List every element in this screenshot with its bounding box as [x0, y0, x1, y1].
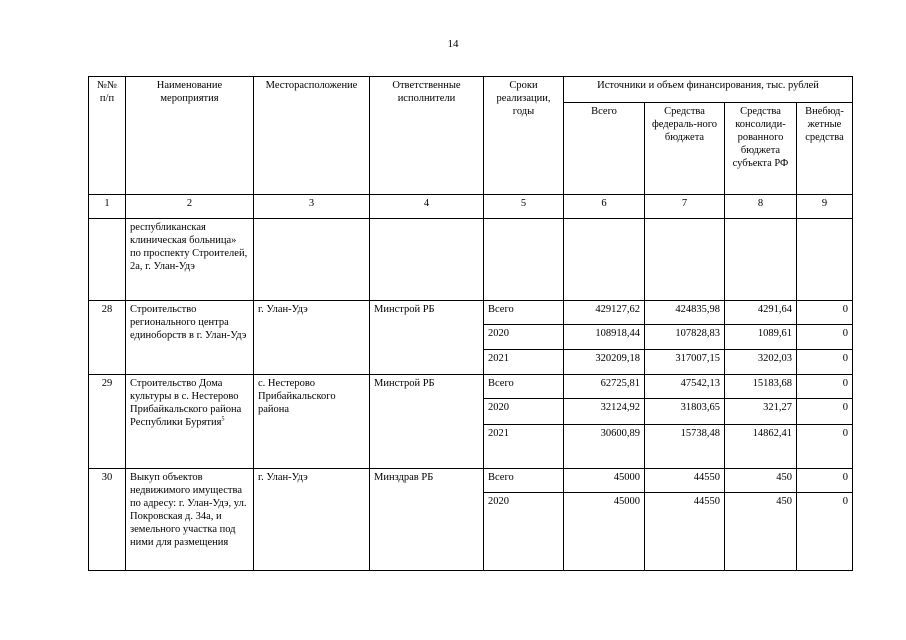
row-extra: 0: [797, 399, 853, 425]
row-period: 2020: [484, 325, 564, 350]
row-extra: 0: [797, 493, 853, 571]
column-number: 2: [126, 195, 254, 219]
row-period: 2021: [484, 425, 564, 469]
row-regional: 15183,68: [725, 375, 797, 399]
financing-table: [88, 76, 853, 571]
table-row: [89, 301, 853, 325]
row-responsible: Минстрой РБ: [370, 375, 484, 469]
row-extra: 0: [797, 469, 853, 493]
row-federal: 47542,13: [645, 375, 725, 399]
row-federal: 107828,83: [645, 325, 725, 350]
column-number: 9: [797, 195, 853, 219]
row-federal: 31803,65: [645, 399, 725, 425]
row-extra: 0: [797, 375, 853, 399]
header-responsible: Ответственные исполнители: [370, 77, 484, 195]
row-federal: 44550: [645, 493, 725, 571]
column-number: 3: [254, 195, 370, 219]
row-regional: 321,27: [725, 399, 797, 425]
row-federal: 15738,48: [645, 425, 725, 469]
row-num: 29: [89, 375, 126, 469]
header-location: Месторасположение: [254, 77, 370, 195]
row-period: 2020: [484, 399, 564, 425]
row-name: Выкуп объектов недвижимого имущества по адресу: г. Улан-Удэ, ул. Покровская д. 34а, и земельного участка под ними для размещения: [126, 469, 254, 571]
row-federal: 317007,15: [645, 350, 725, 375]
row-period: Всего: [484, 375, 564, 399]
row-name: Строительство Дома культуры в с. Нестерово Прибайкальского района Республики Бурятия: [130, 378, 242, 428]
row-total: 32124,92: [564, 399, 645, 425]
row-total: 30600,89: [564, 425, 645, 469]
header-funding-group: Источники и объем финансирования, тыс. рублей: [564, 77, 853, 103]
row-extra: 0: [797, 325, 853, 350]
row-extra: 0: [797, 350, 853, 375]
header-regional: Средства консолиди-рованного бюджета субъекта РФ: [725, 103, 797, 195]
row-total: 108918,44: [564, 325, 645, 350]
row-regional: 14862,41: [725, 425, 797, 469]
row-regional: 450: [725, 469, 797, 493]
row-regional: 4291,64: [725, 301, 797, 325]
row-federal: 44550: [645, 469, 725, 493]
row-responsible: Минздрав РБ: [370, 469, 484, 571]
row-regional: 3202,03: [725, 350, 797, 375]
row-total: 429127,62: [564, 301, 645, 325]
row-regional: 1089,61: [725, 325, 797, 350]
table-row: [89, 469, 853, 493]
column-number: 7: [645, 195, 725, 219]
row-federal: 424835,98: [645, 301, 725, 325]
column-number: 4: [370, 195, 484, 219]
footnote-mark: 5: [221, 416, 225, 423]
column-number: 6: [564, 195, 645, 219]
row-period: Всего: [484, 301, 564, 325]
header-period: Сроки реализации, годы: [484, 77, 564, 195]
table-row: [89, 375, 853, 399]
page-number: 14: [447, 38, 459, 50]
header-extra: Внебюд-жетные средства: [797, 103, 853, 195]
row-total: 320209,18: [564, 350, 645, 375]
header-federal: Средства федераль-ного бюджета: [645, 103, 725, 195]
row-num: 30: [89, 469, 126, 571]
row-total: 45000: [564, 493, 645, 571]
row-num: 28: [89, 301, 126, 375]
row-regional: 450: [725, 493, 797, 571]
column-number: 5: [484, 195, 564, 219]
column-number-row: [89, 195, 853, 219]
row-extra: 0: [797, 301, 853, 325]
row-name: Строительство регионального центра единоборств в г. Улан-Удэ: [126, 301, 254, 375]
header-num: №№ п/п: [89, 77, 126, 195]
column-number: 8: [725, 195, 797, 219]
header-total: Всего: [564, 103, 645, 195]
row-total: 62725,81: [564, 375, 645, 399]
row-period: 2021: [484, 350, 564, 375]
header-name: Наименование мероприятия: [126, 77, 254, 195]
column-number: 1: [89, 195, 126, 219]
row-period: Всего: [484, 469, 564, 493]
row-extra: 0: [797, 425, 853, 469]
row-period: 2020: [484, 493, 564, 571]
row-name-cell: [126, 375, 254, 469]
row-total: 45000: [564, 469, 645, 493]
continuation-name: республиканская клиническая больница» по проспекту Строителей, 2а, г. Улан-Удэ: [126, 219, 254, 301]
row-location: г. Улан-Удэ: [254, 469, 370, 571]
row-location: г. Улан-Удэ: [254, 301, 370, 375]
row-location: с. Нестерово Прибайкальского района: [254, 375, 370, 469]
table-row: [89, 219, 853, 301]
row-responsible: Минстрой РБ: [370, 301, 484, 375]
